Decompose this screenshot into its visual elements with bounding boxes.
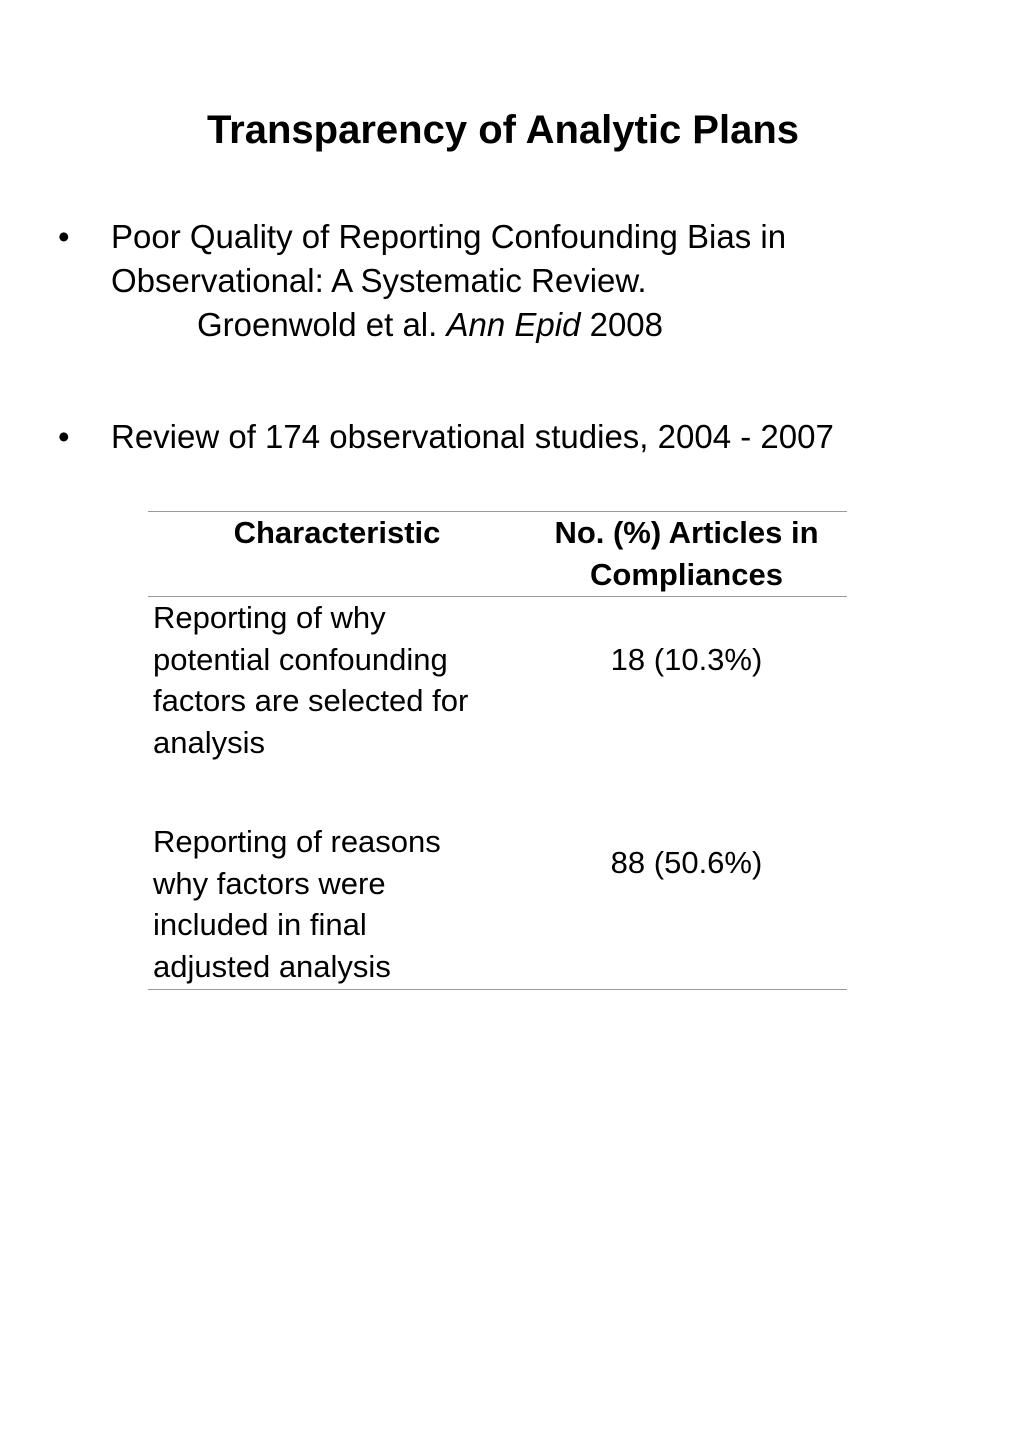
citation-authors: Groenwold et al.	[197, 306, 438, 343]
characteristic-line: factors are selected for	[153, 683, 469, 718]
header-articles-line-2: Compliances	[590, 557, 783, 592]
table-header-row	[148, 512, 847, 597]
characteristic-line: analysis	[153, 724, 265, 760]
articles-value-cell: 18 (10.3%)	[610, 642, 763, 677]
articles-value-cell: 88 (50.6%)	[610, 845, 763, 880]
characteristic-cell	[148, 597, 526, 810]
study-title-line-2: Observational: A Systematic Review.	[111, 262, 647, 299]
header-articles	[526, 512, 847, 597]
citation-journal: Ann Epid	[446, 306, 581, 343]
characteristic-line: included in final	[153, 907, 367, 942]
characteristic-line: potential confounding	[153, 641, 448, 677]
review-scope-text: Review of 174 observational studies, 2004 - 2007	[111, 418, 834, 455]
header-characteristic: Characteristic	[233, 515, 441, 550]
header-articles-line-1: No. (%) Articles in	[554, 515, 819, 550]
bullet-study-reference	[111, 215, 991, 347]
citation-year: 2008	[589, 306, 664, 343]
bullet-review-scope	[111, 415, 991, 459]
characteristic-cell	[148, 809, 526, 990]
citation	[111, 303, 991, 347]
characteristic-line: adjusted analysis	[153, 948, 391, 984]
characteristic-line: Reporting of reasons	[153, 824, 441, 859]
study-title-line-1: Poor Quality of Reporting Confounding Bias in	[111, 218, 787, 255]
characteristic-line: why factors were	[153, 865, 386, 901]
characteristic-line: Reporting of why	[153, 600, 386, 635]
bullet-marker: •	[58, 418, 70, 455]
bullet-marker: •	[58, 218, 70, 255]
table-row	[148, 809, 847, 990]
compliance-table	[148, 511, 847, 990]
page-title: Transparency of Analytic Plans	[206, 108, 800, 152]
table-row	[148, 597, 847, 810]
